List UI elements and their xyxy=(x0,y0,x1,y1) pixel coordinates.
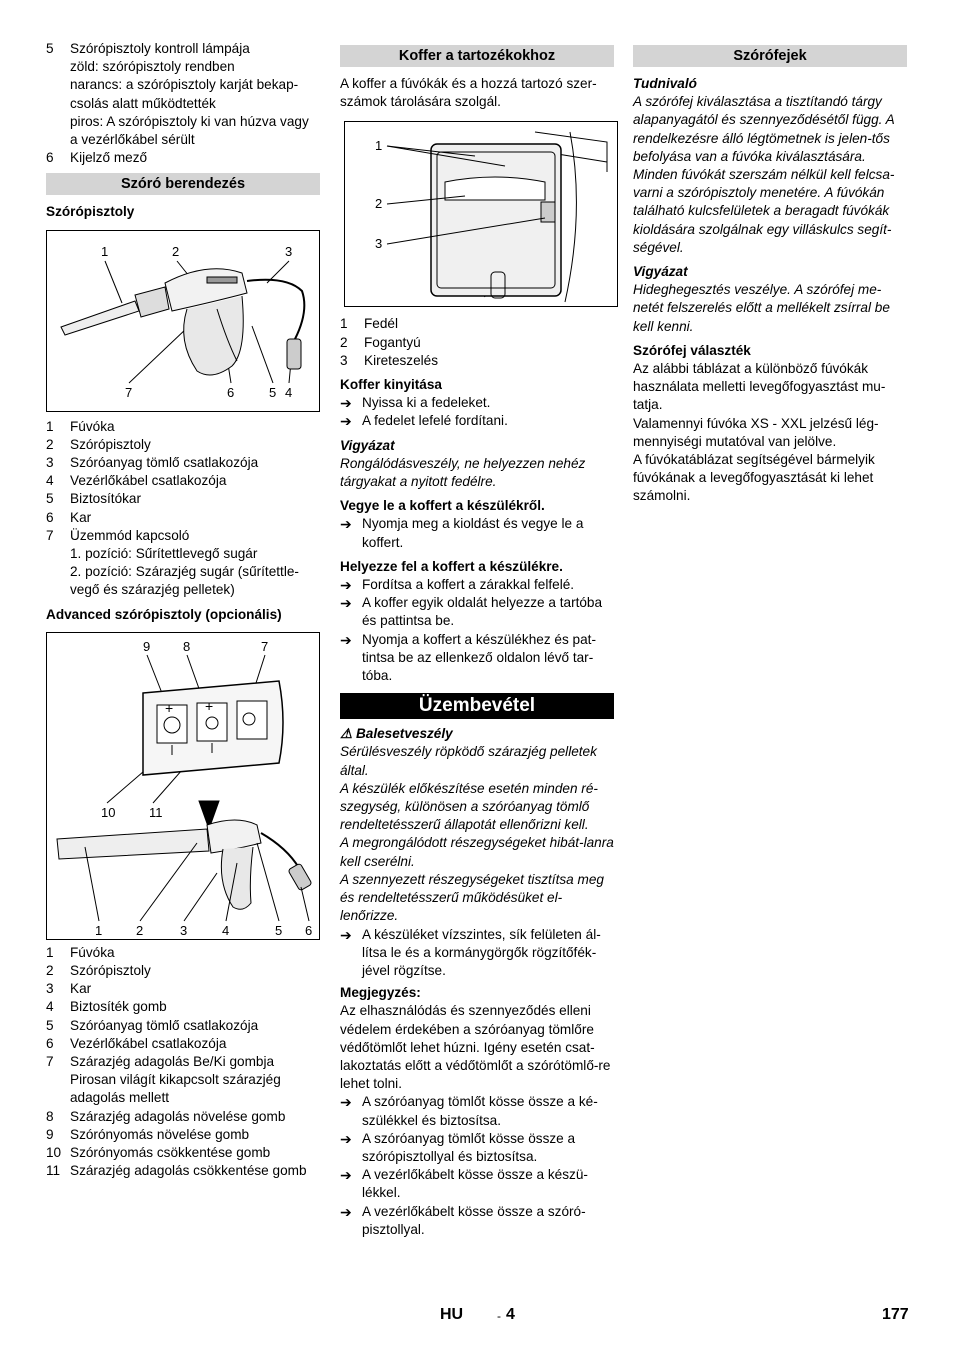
list-item: 3 Kar xyxy=(46,981,92,997)
danger-text: A megrongálódott részegységeket hibát-lanra kell cserélni. xyxy=(340,835,614,869)
arrow-icon: ➔ xyxy=(340,595,352,612)
list-item: 6 Vezérlőkábel csatlakozója xyxy=(46,1035,227,1051)
list-item: 4 Vezérlőkábel csatlakozója xyxy=(46,473,227,489)
step: ➔ A vezérlőkábelt kösse össze a készü-lékkel. xyxy=(340,1166,614,1202)
arrow-icon: ➔ xyxy=(340,413,352,430)
chapter-heading: Üzembevétel xyxy=(340,693,614,719)
case-illustration xyxy=(345,122,617,306)
fig-label: 1 xyxy=(95,922,103,938)
fig-label: 4 xyxy=(222,922,230,938)
arrow-icon: ➔ xyxy=(340,577,352,594)
danger-text: Sérülésveszély röpködő szárazjég pelletek által. xyxy=(340,744,597,778)
advanced-spray-gun-figure xyxy=(46,632,320,940)
step: ➔ Nyomja meg a kioldást és vegye le a koffert. xyxy=(340,515,614,551)
list-item: 3 Szóróanyag tömlő csatlakozója xyxy=(46,455,259,471)
subheading: Helyezze fel a koffert a készülékre. xyxy=(340,558,563,574)
fig-label: 11 xyxy=(149,804,163,820)
step: ➔ Nyissa ki a fedeleket. xyxy=(340,395,491,412)
fig-label: 3 xyxy=(375,236,383,252)
list-item: 6 Kijelző mező xyxy=(46,150,148,166)
list-item: 4 Biztosíték gomb xyxy=(46,999,167,1015)
fig-label: 9 xyxy=(143,638,151,654)
arrow-icon: ➔ xyxy=(340,395,352,412)
arrow-icon: ➔ xyxy=(340,631,352,648)
list-item: 3 Kireteszelés xyxy=(340,352,439,368)
arrow-icon: ➔ xyxy=(340,1130,352,1147)
column-2 xyxy=(340,40,614,1239)
fig-label: 8 xyxy=(183,638,191,654)
step: ➔ A vezérlőkábelt kösse össze a szóró-pisztollyal. xyxy=(340,1203,614,1239)
list-item: piros: A szórópisztoly ki van húzva vagy a vezérlőkábel sérült xyxy=(70,113,309,148)
fig-label: 3 xyxy=(285,243,293,259)
subheading: Vegye le a koffert a készülékről. xyxy=(340,498,545,514)
note-text: Az elhasználódás és szennyeződés elleni védelem érdekében a szóróanyag tömlőre védőtömlőt lehet húzni. Igény esetén csat-lakoztatás előtt a védőtömlőt a szórótömlő-re lehet tolni. xyxy=(340,1003,611,1092)
case-parts-list xyxy=(340,315,614,370)
note-heading: Megjegyzés: xyxy=(340,985,421,1001)
list-item: 1 Fúvóka xyxy=(46,418,115,434)
list-item: 6 Kar xyxy=(46,509,92,525)
list-item: zöld: szórópisztoly rendben xyxy=(70,59,235,75)
fig-label: 1 xyxy=(101,243,109,259)
arrow-icon: ➔ xyxy=(340,516,352,533)
svg-text:+: + xyxy=(205,697,214,714)
subheading: Szórófej választék xyxy=(633,342,751,358)
fig-label: 2 xyxy=(375,196,383,212)
fig-label: 1 xyxy=(375,138,383,154)
footer-language: HU xyxy=(440,1306,464,1323)
list-item: 8 Szárazjég adagolás növelése gomb xyxy=(46,1108,286,1124)
list-item: 11 Szárazjég adagolás csökkentése gomb xyxy=(46,1163,307,1179)
paragraph: A koffer a fúvókák és a hozzá tartozó szer-számok tárolására szolgál. xyxy=(340,76,597,110)
list-item: 7 Szárazjég adagolás Be/Ki gombja xyxy=(46,1054,275,1070)
page-number: 177 xyxy=(882,1306,909,1323)
list-item: 5 Szóróanyag tömlő csatlakozója xyxy=(46,1017,259,1033)
caution-text: Hideghegesztés veszélye. A szórófej me-netét felszerelés előtt a mellékelt zsírral be kell kenni. xyxy=(633,282,890,334)
svg-text:+: + xyxy=(165,699,174,716)
caution-heading: Vigyázat xyxy=(633,264,688,280)
fig-label: 6 xyxy=(305,922,313,938)
arrow-icon: ➔ xyxy=(340,1203,352,1220)
fig-label: 2 xyxy=(136,922,144,938)
paragraph: Az alábbi táblázat a különböző fúvókák használata melletti levegőfogyasztást mu-tatja. xyxy=(633,361,886,413)
fig-label: 10 xyxy=(101,804,116,820)
spray-gun-illustration xyxy=(47,231,319,411)
note-text: A szórófej kiválasztása a tisztítandó tárgy alapanyagától és szennyeződésétől függ. A rendelkezésre álló légtömetnek is jelen-tős befolyása van a fúvóka kiválasztására. Minden fúvókát szerszám nélkül kell felcsa-varni a szórópisztoly menetére. A fúvókán található kulcsfelületek a beragadt fúvókák kioldására szolgálnak egy villáskulcs segít-ségével. xyxy=(633,94,895,255)
step: ➔ A készüléket vízszintes, sík felületen ál-lítsa le és a kormánygörgők rögzítőfék-jével rögzítse. xyxy=(340,926,614,981)
list-item: 1 Fúvóka xyxy=(46,944,115,960)
list-item: narancs: a szórópisztoly karját bekap-csolás alatt működtették xyxy=(70,77,299,111)
paragraph: A fúvókatáblázat segítségével bármelyik fúvókának a levegőfogyasztását ki lehet számolni. xyxy=(633,452,875,504)
footer-dash: - xyxy=(497,1309,501,1323)
case-figure xyxy=(344,121,618,307)
intro-list xyxy=(46,40,320,167)
list-2 xyxy=(46,944,320,1181)
caution-text: Rongálódásveszély, ne helyezzen nehéz tárgyakat a nyitott fedélre. xyxy=(340,455,586,490)
section-heading: Szóró berendezés xyxy=(46,173,320,195)
list-item: 2 Szórópisztoly xyxy=(46,436,151,452)
section-heading: Koffer a tartozékokhoz xyxy=(340,45,614,67)
list-item: 7 Üzemmód kapcsoló xyxy=(46,527,190,543)
note-heading: Tudnivaló xyxy=(633,76,697,91)
subheading: Koffer kinyitása xyxy=(340,377,442,393)
list-item: 5 Szórópisztoly kontroll lámpája xyxy=(46,41,250,56)
list-item: 2 Szórópisztoly xyxy=(46,963,151,979)
fig-label: 7 xyxy=(261,638,269,654)
list-item: 2 Fogantyú xyxy=(340,334,421,350)
fig-label: 5 xyxy=(275,922,283,938)
step: ➔ Nyomja a koffert a készülékhez és pat-tintsa be az ellenkező oldalon lévő tar-tóba. xyxy=(340,631,614,686)
list-item: 1. pozíció: Sűrítettlevegő sugár xyxy=(70,546,258,562)
arrow-icon: ➔ xyxy=(340,926,352,943)
paragraph: Valamennyi fúvóka XS - XXL jelzésű lég-mennyiségi mutatóval van jelölve. xyxy=(633,415,879,449)
caution-heading: Vigyázat xyxy=(340,437,395,453)
fig-label: 2 xyxy=(172,243,180,259)
advanced-spray-gun-illustration xyxy=(47,633,319,939)
fig-label: 6 xyxy=(227,384,235,400)
step: ➔ Fordítsa a koffert a zárakkal felfelé. xyxy=(340,577,575,594)
fig-label: 3 xyxy=(180,922,188,938)
column-3 xyxy=(633,40,907,506)
list-item: 1 Fedél xyxy=(340,316,399,332)
warning-icon: ⚠ xyxy=(340,726,353,742)
column-1 xyxy=(46,40,320,1181)
danger-text: A szennyezett részegységeket tisztítsa meg és rendeltetésszerű működésüket el-lenőrizze. xyxy=(340,871,604,924)
list-item: 5 Biztosítókar xyxy=(46,491,142,507)
subheading: Advanced szórópisztoly (opcionális) xyxy=(46,606,282,622)
section-heading: Szórófejek xyxy=(633,45,907,67)
list-item: 9 Szórónyomás növelése gomb xyxy=(46,1126,250,1142)
fig-label: 5 xyxy=(269,384,277,400)
arrow-icon: ➔ xyxy=(340,1167,352,1184)
subheading: Szórópisztoly xyxy=(46,204,135,220)
step: ➔ A koffer egyik oldalát helyezze a tartóba és pattintsa be. xyxy=(340,594,614,630)
fig-label: 4 xyxy=(285,384,293,400)
spray-gun-figure xyxy=(46,230,320,412)
arrow-icon: ➔ xyxy=(340,1094,352,1111)
step: ➔ A fedelet lefelé fordítani. xyxy=(340,413,508,430)
list-1 xyxy=(46,418,320,600)
footer-section-number: 4 xyxy=(506,1306,515,1323)
danger-text: A készülék előkészítése esetén minden ré-szegység, különösen a szóróanyag tömlő rendeltetésszerű állapotát ellenőrizni kell. xyxy=(340,780,598,833)
step: ➔ A szóróanyag tömlőt kösse össze a ké-szülékkel és biztosítsa. xyxy=(340,1093,614,1129)
list-item: Pirosan világít kikapcsolt szárazjég adagolás mellett xyxy=(70,1072,281,1106)
list-item: 10 Szórónyomás csökkentése gomb xyxy=(46,1145,271,1161)
danger-heading-row: ⚠ Balesetveszély xyxy=(340,726,453,742)
step: ➔ A szóróanyag tömlőt kösse össze a szórópisztollyal és biztosítsa. xyxy=(340,1130,614,1166)
list-item: 2. pozíció: Szárazjég sugár (sűrítettle-vegő és szárazjég pelletek) xyxy=(70,564,299,598)
fig-label: 7 xyxy=(125,384,133,400)
